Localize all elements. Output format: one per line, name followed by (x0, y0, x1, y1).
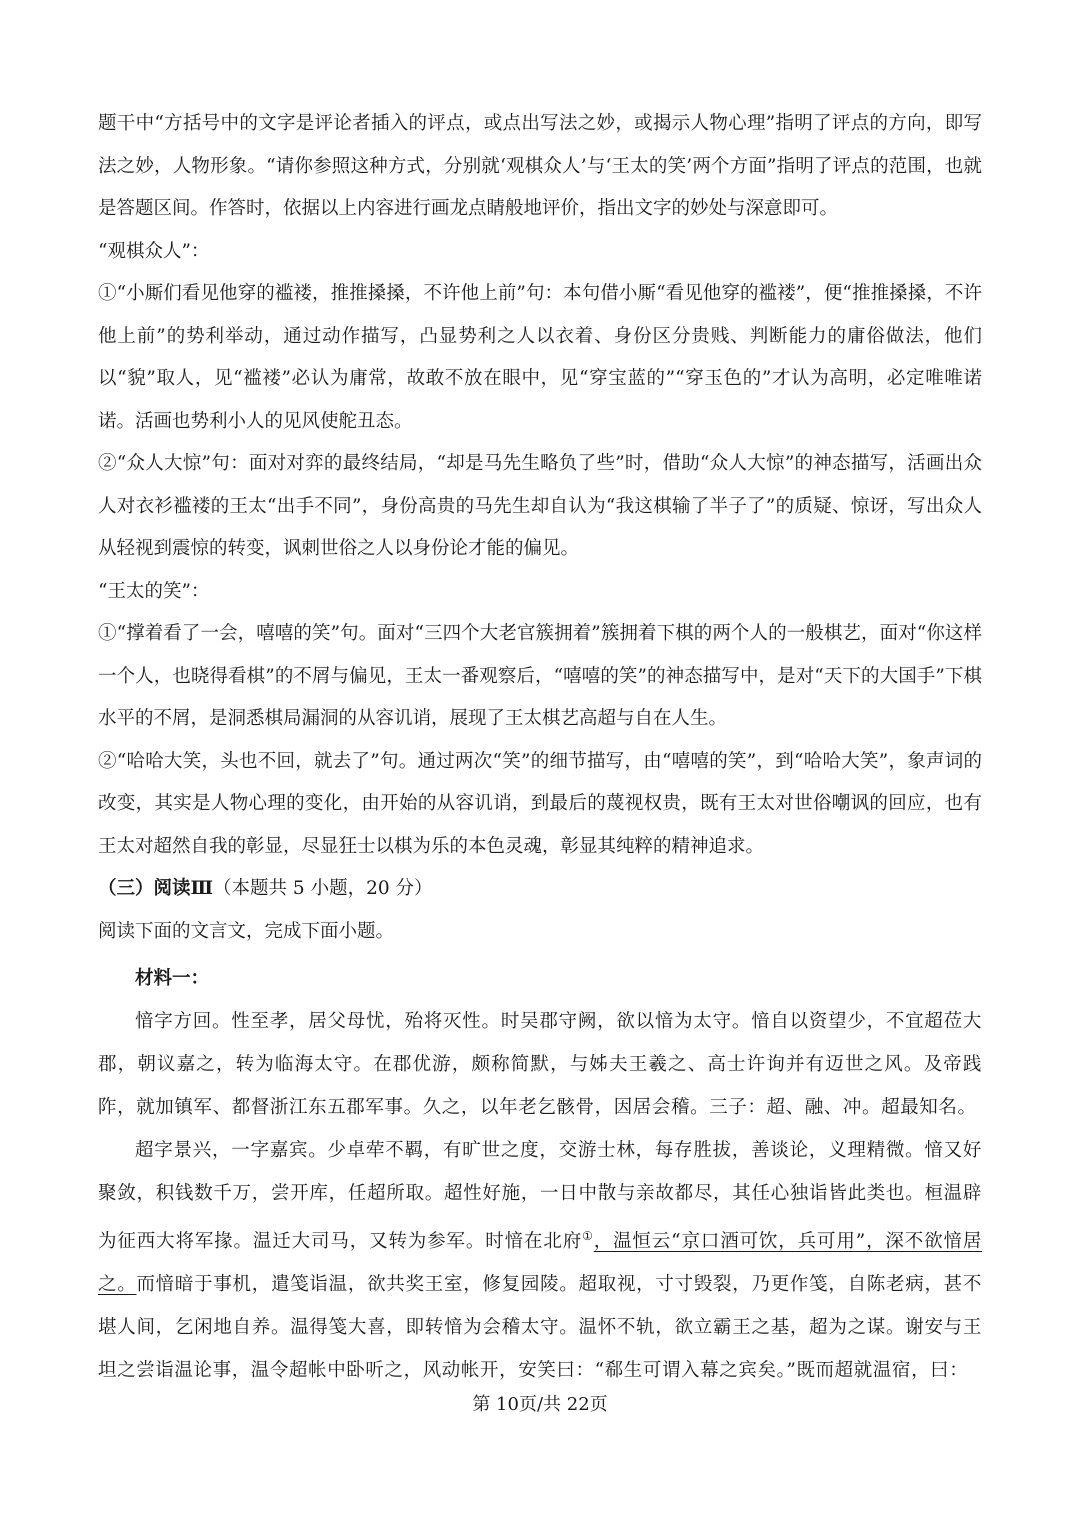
material-title: 材料一： (135, 968, 210, 989)
classical-text (98, 957, 982, 1392)
footnote-marker: ① (582, 1229, 594, 1243)
answer-point-2-1: ①“撑着看了一会，嘻嘻的笑”句。面对“三四个大老官簇拥着”簇拥着下棋的两个人的一般棋艺，面对“你这样一个人，也晓得看棋”的不屑与偏见，王太一番观察后，“嘻嘻的笑”的神态描写中，是对“天下的大国手”下棋水平的不屑，是洞悉棋局漏洞的从容讥诮，展现了王太棋艺高超与自在人生。 (98, 623, 982, 729)
page-content (98, 103, 982, 1392)
answer-point-2-2: ②“哈哈大笑，头也不回，就去了”句。通过两次“笑”的细节描写，由“嘻嘻的笑”，到“哈哈大笑”，象声词的改变，其实是人物心理的变化，由开始的从容讥诮，到最后的蔑视权贵，既有王太对世俗嘲讽的回应，也有王太对超然自我的彰显，尽显狂士以棋为乐的本色灵魂，彰显其纯粹的精神追求。 (98, 750, 982, 857)
answer-point-1-2: ②“众人大惊”句：面对对弈的最终结局，“却是马先生略负了些”时，借助“众人大惊”的神态描写，活画出众人对衣衫褴褛的王太“出手不同”，身份高贵的马先生却自认为“我这棋输了半子了”的质疑、惊讶，写出众人从轻视到震惊的转变，讽刺世俗之人以身份论才能的偏见。 (98, 453, 982, 559)
material-paragraph-2 (98, 1129, 982, 1392)
material-paragraph-1: 愔字方回。性至孝，居父母忧，殆将灭性。时吴郡守阙，欲以愔为太守。愔自以资望少，不宜超莅大郡，朝议嘉之，转为临海太守。在郡优游，颇称简默，与姊夫王羲之、高士许询并有迈世之风。及帝践阼，就加镇军、都督浙江东五郡军事。久之，以年老乞骸骨，因居会稽。三子：超、融、冲。超最知名。 (98, 1011, 982, 1118)
page-footer: 第 10页/共 22页 (472, 1394, 608, 1415)
section-instruction: 阅读下面的文言文，完成下面小题。 (98, 920, 395, 942)
heading-wangtai-laugh: “王太的笑”： (98, 580, 210, 602)
section-title-bold: （三）阅读Ⅲ (98, 878, 214, 899)
section-title (98, 868, 982, 911)
answer-intro: 题干中“方括号中的文字是评论者插入的评点，或点出写法之妙，或揭示人物心理”指明了评点的方向，即写法之妙，人物形象。“请你参照这种方式，分别就‘观棋众人’与‘王太的笑’两个方面”指明了评点的范围，也就是答题区间。作答时，依据以上内容进行画龙点睛般地评价，指出文字的妙处与深意即可。 (98, 113, 982, 219)
heading-spectators: “观棋众人”： (98, 240, 210, 262)
material-paragraph-2-a: 超字景兴，一字嘉宾。少卓荦不羁，有旷世之度，交游士林，每存胜拔，善谈论，义理精微。愔又好聚敛，积钱数千万，尝开库，任超所取。超性好施，一日中散与亲故都尽，其任心独诣皆此类也。桓温辟为征西大将军掾。温迁大司马，又转为参军。时愔在北府 (98, 1140, 982, 1253)
material-paragraph-2-b: 而愔暗于事机，遣笺诣温，欲共奖王室，修复园陵。超取视，寸寸毁裂，乃更作笺，自陈老病，甚不堪人间，乞闲地自养。温得笺大喜，即转愔为会稽太守。温怀不轨，欲立霸王之基，超为之谋。谢安与王坦之尝诣温论事，温令超帐中卧听之，风动帐开，安笑曰：“郗生可谓入幕之宾矣。”既而超就温宿，曰： (98, 1274, 983, 1382)
answer-point-1-1: ①“小厮们看见他穿的褴褛，推推搡搡，不许他上前”句：本句借小厮“看见他穿的褴褛”，便“推推搡搡，不许他上前”的势利举动，通过动作描写，凸显势利之人以衣着、身份区分贵贱、判断能力的庸俗做法，他们以“貌”取人，见“褴褛”必认为庸常，故敢不放在眼中，见“穿宝蓝的”“穿玉色的”才认为高明，必定唯唯诺诺。活画也势利小人的见风使舵丑态。 (98, 283, 982, 432)
section-title-rest: （本题共 5 小题，20 分） (213, 878, 433, 899)
underlined-sentence: ，温恒云“京口酒可饮，兵可用”，深不欲愔居之。 (98, 1231, 982, 1296)
